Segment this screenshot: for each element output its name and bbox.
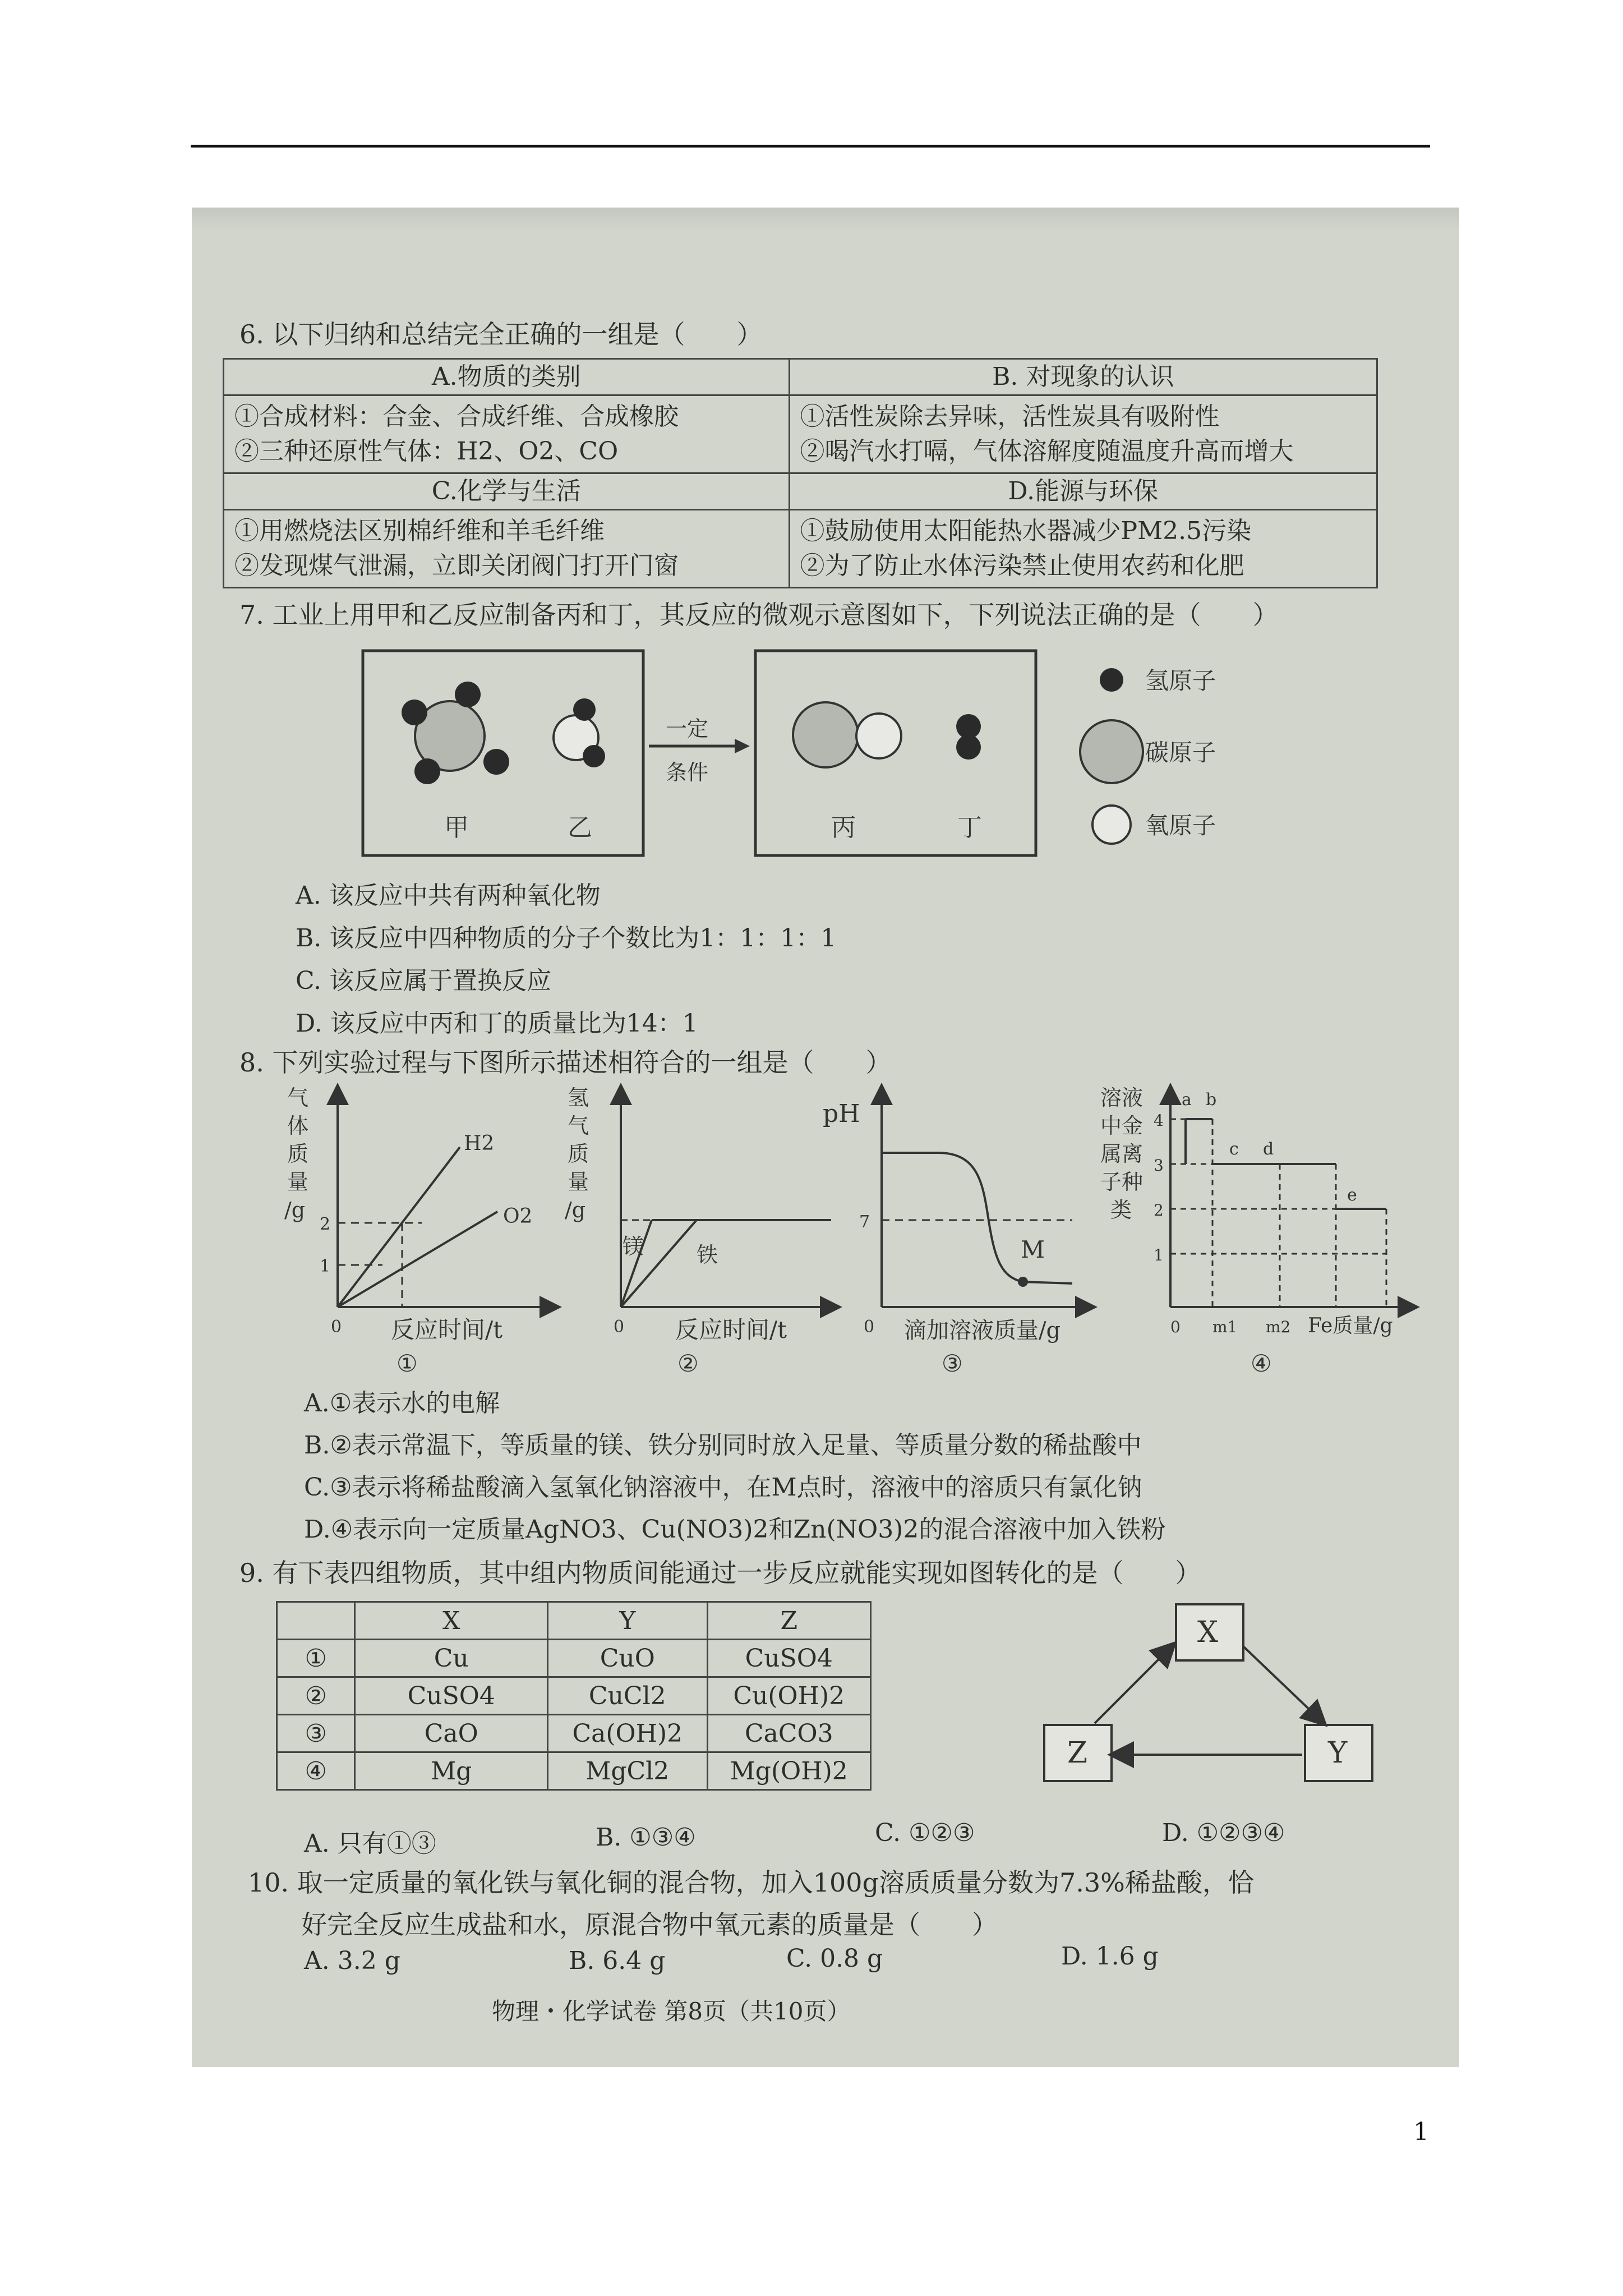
svg-text:/g: /g [284,1198,306,1222]
graph-2-hydrogen [565,1085,831,1377]
svg-text:0: 0 [1170,1318,1181,1336]
q9-table: X Y Z ① Cu CuO CuSO4 ② CuSO4 CuCl2 Cu(OH)2 ③ CaO Ca(OH)2 CaCO3 ④ Mg MgCl2 Mg(OH)2 [276,1601,872,1791]
q6-header-b: B. 对现象的认识 [789,359,1377,395]
svg-text:a: a [1182,1090,1192,1110]
q9-option-c: C. ①②③ [875,1819,975,1847]
q8-option-a: A.①表示水的电解 [304,1389,500,1418]
svg-text:c: c [1229,1139,1239,1159]
q8-option-c: C.③表示将稀盐酸滴入氢氧化钠溶液中，在M点时，溶液中的溶质只有氯化钠 [304,1473,1142,1502]
mg-line [621,1220,652,1307]
svg-text:类: 类 [1110,1198,1132,1222]
condition-label-1: 一定 [666,716,709,741]
q8-option-d: D.④表示向一定质量AgNO3、Cu(NO3)2和Zn(NO3)2的混合溶液中加入铁粉 [304,1515,1166,1544]
q8-stem: 8. 下列实验过程与下图所示描述相符合的一组是（ ） [239,1047,892,1078]
q10-option-c: C. 0.8 g [786,1944,883,1973]
q9-option-d: D. ①②③④ [1162,1819,1285,1847]
q9-row-4: ④ Mg MgCl2 Mg(OH)2 [277,1752,871,1790]
q7-option-a: A. 该反应中共有两种氧化物 [296,881,601,910]
svg-text:7: 7 [859,1212,870,1232]
q6-cell-a: ①合成材料：合金、合成纤维、合成橡胶 ②三种还原性气体：H2、O2、CO [224,395,790,473]
svg-text:e: e [1347,1185,1357,1205]
q10-option-d: D. 1.6 g [1061,1942,1159,1971]
point-m [1018,1277,1028,1287]
q6-cell-c: ①用燃烧法区别棉纤维和羊毛纤维 ②发现煤气泄漏，立即关闭阀门打开门窗 [224,510,790,588]
q6-header-a: A.物质的类别 [224,359,790,395]
ding-hydrogen-atom-2 [956,735,981,760]
svg-text:量: 量 [287,1170,309,1194]
legend-oxygen: 氧原子 [1145,812,1216,839]
label-jia: 甲 [444,813,469,842]
q9-row-3: ③ CaO Ca(OH)2 CaCO3 [277,1715,871,1752]
svg-text:3: 3 [1154,1156,1164,1175]
svg-text:Y: Y [1328,1736,1348,1770]
jia-hydrogen-atom-1 [455,682,481,707]
svg-text:铁: 铁 [697,1243,718,1267]
bing-oxygen-atom [856,714,901,758]
label-ding: 丁 [957,813,982,842]
svg-text:m2: m2 [1266,1318,1291,1336]
svg-text:属离: 属离 [1100,1142,1144,1166]
bing-carbon-atom [793,702,858,767]
svg-text:质: 质 [287,1142,309,1166]
q6-header-d: D.能源与环保 [789,473,1377,510]
svg-text:子种: 子种 [1100,1170,1144,1194]
graph-3-ph [823,1094,1086,1377]
svg-text:1: 1 [320,1257,331,1276]
svg-text:0: 0 [614,1317,625,1337]
svg-text:反应时间/t: 反应时间/t [675,1316,787,1343]
fe-line [621,1220,697,1307]
label-bing: 丙 [831,813,856,842]
svg-text:d: d [1263,1139,1274,1159]
svg-text:气: 气 [568,1114,589,1138]
q9-conversion-diagram [1011,1593,1414,1795]
q6-cell-d: ①鼓励使用太阳能热水器减少PM2.5污染 ②为了防止水体污染禁止使用农药和化肥 [789,510,1377,588]
svg-text:0: 0 [864,1317,875,1337]
h2-line [338,1147,460,1307]
svg-text:M: M [1021,1236,1045,1263]
q9-option-a: A. 只有①③ [304,1829,436,1858]
q7-option-b: B. 该反应中四种物质的分子个数比为1：1：1：1 [296,924,837,953]
header-rule [191,145,1430,148]
q7-option-c: C. 该反应属于置换反应 [296,967,552,995]
svg-text:量: 量 [568,1170,589,1194]
q9-row-1: ① Cu CuO CuSO4 [277,1640,871,1677]
q6-cell-b: ①活性炭除去异味，活性炭具有吸附性 ②喝汽水打嗝，气体溶解度随温度升高而增大 [789,395,1377,473]
legend-carbon: 碳原子 [1145,739,1216,766]
yi-hydrogen-atom-2 [583,745,605,767]
q10-stem-line1: 10. 取一定质量的氧化铁与氧化铜的混合物，加入100g溶质质量分数为7.3%稀盐酸，恰 [248,1867,1254,1898]
q10-stem-line2: 好完全反应生成盐和水，原混合物中氧元素的质量是（ ） [301,1910,998,1940]
ph-curve [882,1153,1072,1283]
svg-text:中金: 中金 [1100,1114,1144,1138]
jia-hydrogen-atom-2 [402,700,427,725]
page-number: 1 [1413,2118,1429,2146]
svg-text:④: ④ [1251,1350,1272,1377]
svg-text:O2: O2 [503,1205,533,1228]
svg-text:③: ③ [942,1350,963,1377]
svg-text:2: 2 [1154,1201,1164,1220]
q9-row-2: ② CuSO4 CuCl2 Cu(OH)2 [277,1677,871,1715]
q6-stem: 6. 以下归纳和总结完全正确的一组是（ ） [239,319,763,349]
q9-stem: 9. 有下表四组物质，其中组内物质间能通过一步反应就能实现如图转化的是（ ） [239,1558,1201,1588]
legend-hydrogen: 氢原子 [1145,667,1216,694]
arrow-x-to-y [1243,1646,1318,1718]
legend-carbon-icon [1080,720,1143,783]
scanned-exam-photo [192,208,1459,2067]
svg-text:②: ② [677,1350,699,1377]
label-yi: 乙 [568,813,592,842]
yi-hydrogen-atom-1 [573,698,596,721]
svg-text:1: 1 [1154,1246,1164,1264]
q7-option-d: D. 该反应中丙和丁的质量比为14：1 [296,1009,698,1038]
svg-text:Fe质量/g: Fe质量/g [1308,1314,1393,1337]
svg-text:反应时间/t: 反应时间/t [391,1316,503,1343]
legend-hydrogen-icon [1100,668,1123,692]
svg-text:/g: /g [565,1198,586,1222]
q7-reaction-diagram [192,634,1459,869]
svg-text:①: ① [396,1350,418,1377]
svg-text:4: 4 [1154,1111,1164,1130]
svg-text:镁: 镁 [623,1234,644,1259]
svg-text:Z: Z [1067,1736,1088,1770]
arrow-z-to-x [1095,1650,1168,1723]
q8-graphs [192,1083,1459,1397]
svg-text:H2: H2 [464,1132,495,1155]
q6-header-c: C.化学与生活 [224,473,790,510]
svg-text:质: 质 [568,1142,589,1166]
svg-text:0: 0 [331,1317,342,1337]
svg-text:滴加溶液质量/g: 滴加溶液质量/g [904,1318,1061,1343]
legend-oxygen-icon [1092,806,1131,844]
svg-text:m1: m1 [1212,1318,1238,1336]
o2-line [338,1212,497,1307]
exam-footer: 物理・化学试卷 第8页（共10页） [492,1998,851,2025]
q6-table [223,358,1378,588]
svg-text:pH: pH [823,1099,860,1128]
svg-text:2: 2 [320,1214,331,1234]
svg-text:氢: 氢 [568,1085,589,1110]
jia-hydrogen-atom-3 [414,758,440,784]
q10-option-a: A. 3.2 g [304,1947,400,1975]
q10-option-b: B. 6.4 g [569,1947,666,1975]
svg-text:气: 气 [287,1085,309,1110]
q8-option-b: B.②表示常温下，等质量的镁、铁分别同时放入足量、等质量分数的稀盐酸中 [304,1431,1142,1460]
svg-text:溶液: 溶液 [1100,1085,1144,1110]
q7-stem: 7. 工业上用甲和乙反应制备丙和丁，其反应的微观示意图如下，下列说法正确的是（ ） [239,600,1279,630]
svg-text:X: X [1197,1616,1219,1649]
svg-text:体: 体 [287,1114,309,1138]
graph-1-electrolysis [284,1085,551,1377]
q9-option-b: B. ①③④ [596,1823,696,1852]
condition-label-2: 条件 [666,760,709,785]
svg-text:b: b [1206,1090,1217,1110]
graph-4-metal-ions [1100,1085,1409,1377]
jia-hydrogen-atom-4 [483,749,509,775]
